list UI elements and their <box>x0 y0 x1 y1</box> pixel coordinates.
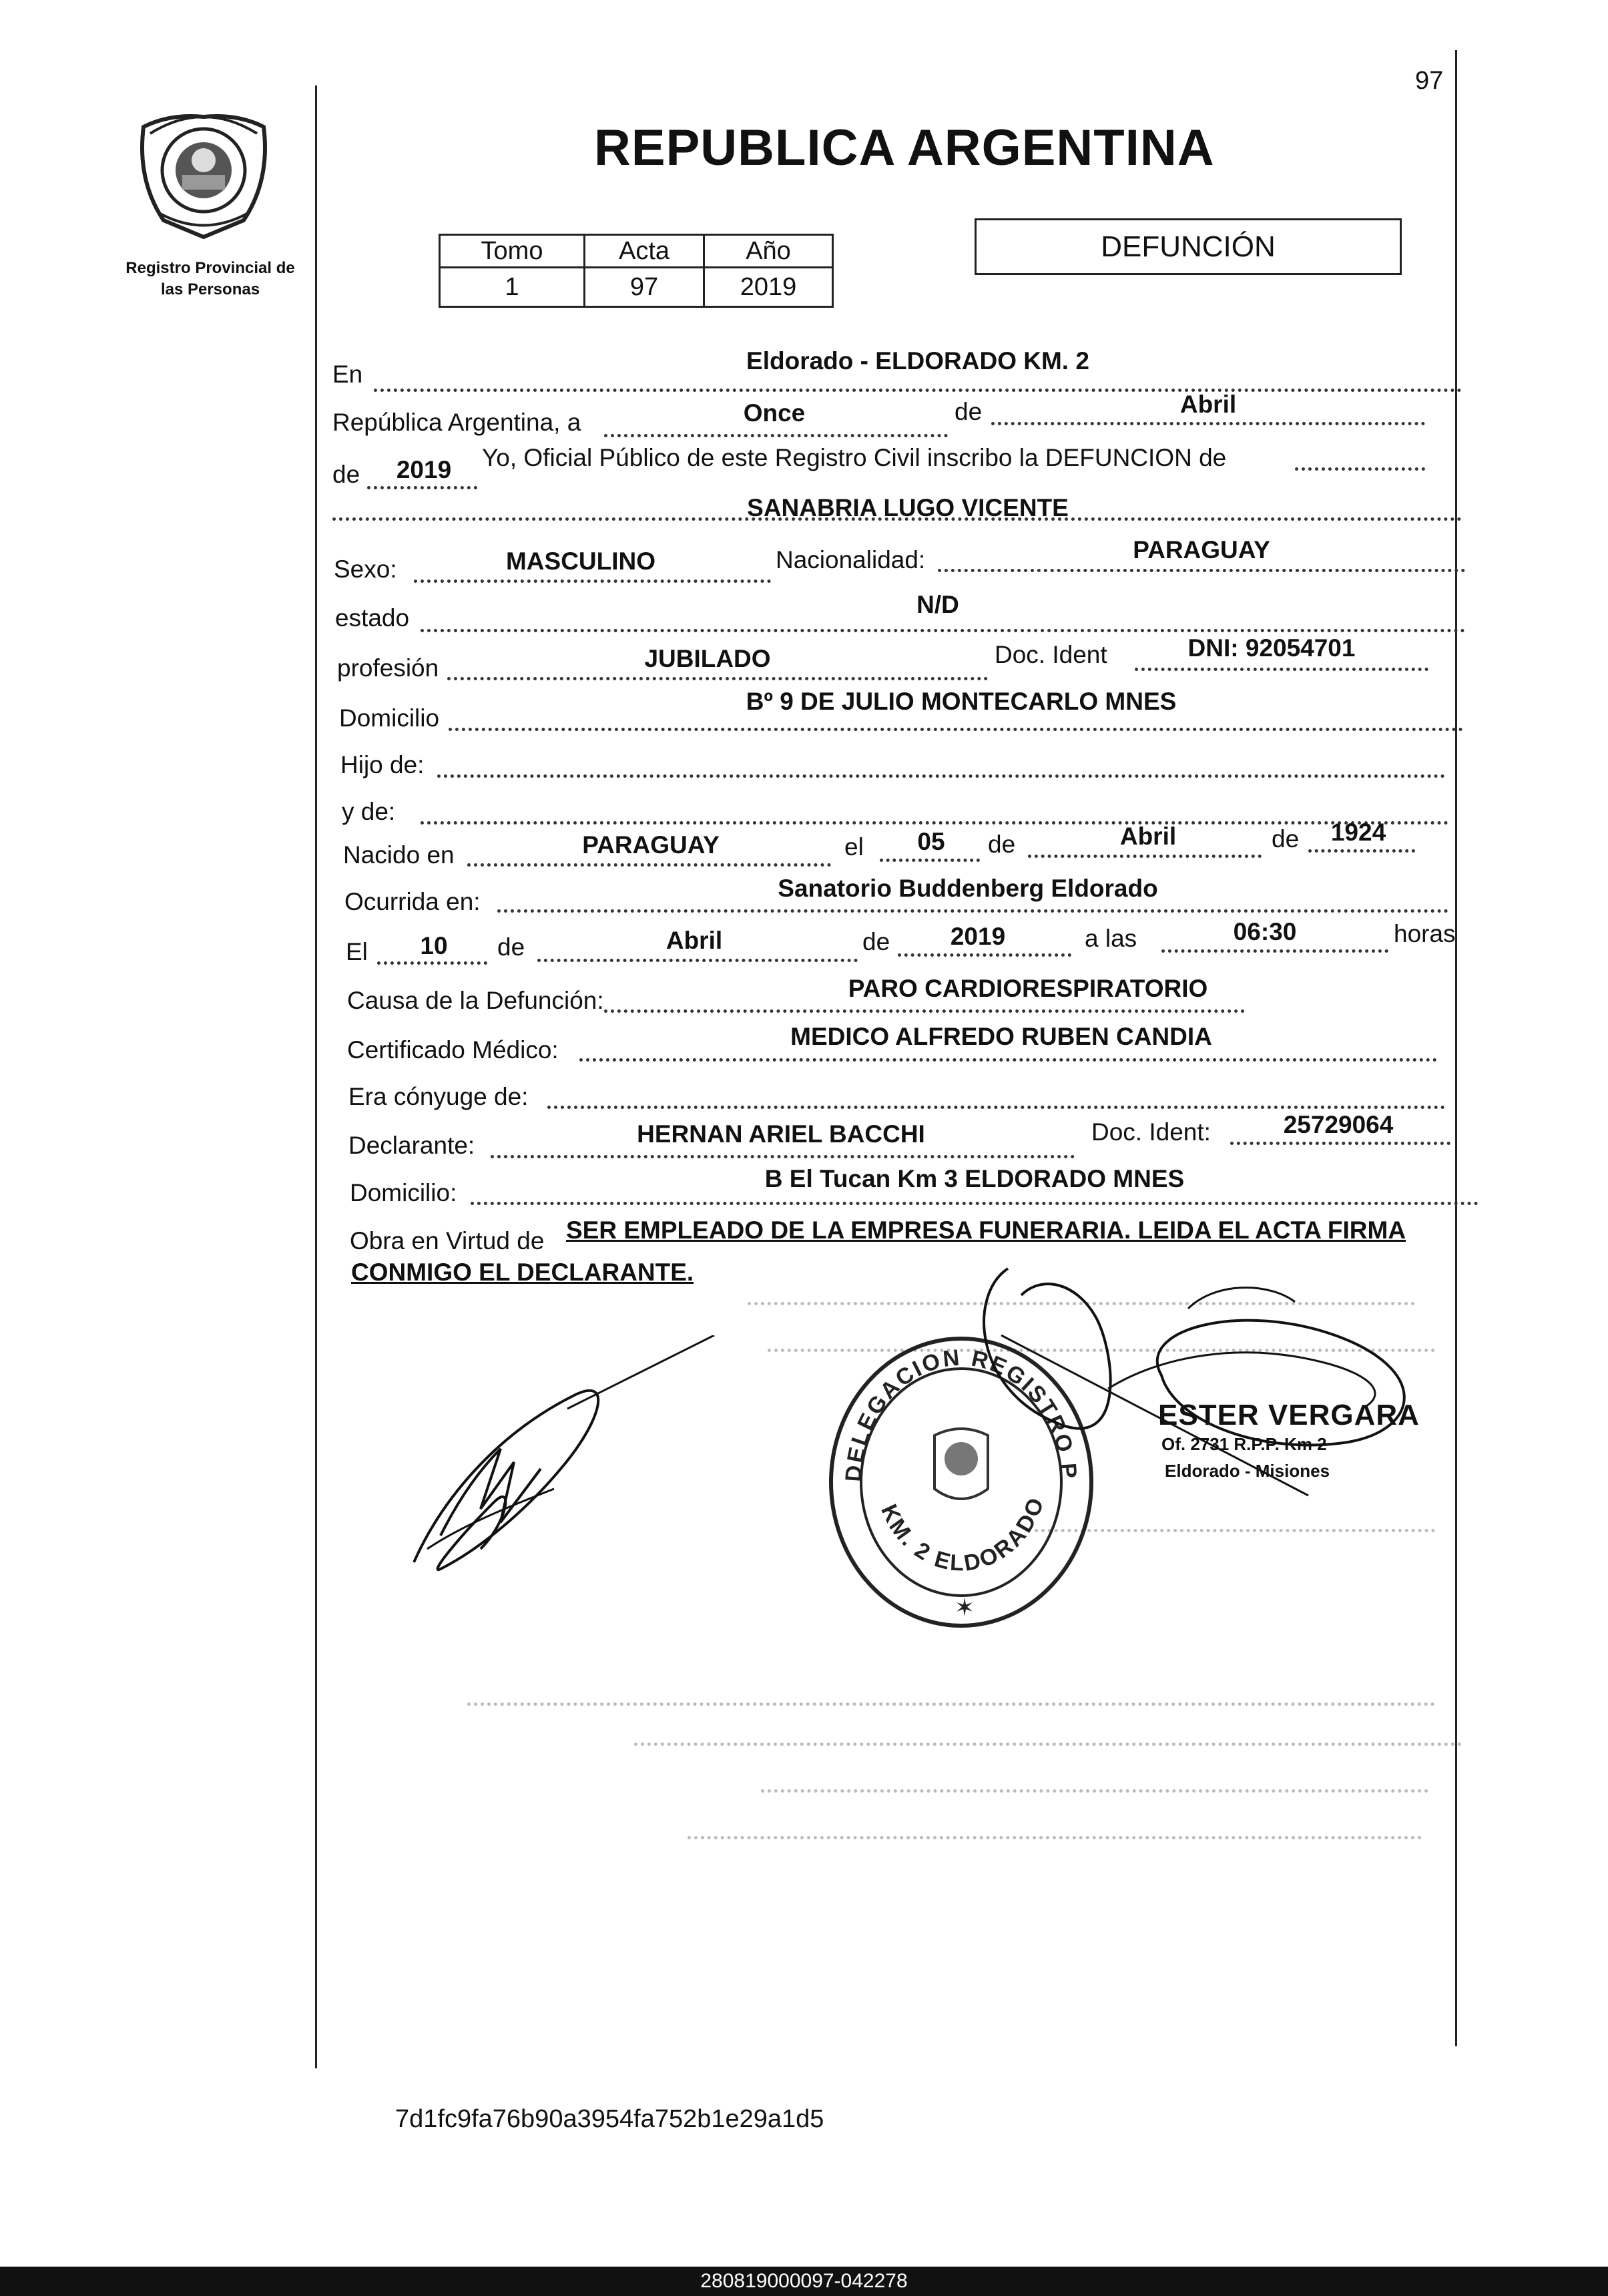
label-a-las: a las <box>1085 925 1137 952</box>
table-header-acta: Acta <box>583 234 705 268</box>
label-declarante: Declarante: <box>348 1132 475 1159</box>
value-mes: Abril <box>1179 391 1237 418</box>
line-declarante-doc <box>1230 1142 1450 1145</box>
logo-org-line-1: Registro Provincial de <box>125 259 295 277</box>
table-value-acta: 97 <box>583 266 705 308</box>
value-sexo: MASCULINO <box>505 547 656 575</box>
line-nac-dia <box>880 859 980 862</box>
line-nacido-en <box>467 863 831 867</box>
label-el: el <box>844 833 864 861</box>
label-domicilio2: Domicilio: <box>350 1179 457 1206</box>
left-margin-line <box>315 85 317 2068</box>
label-nacido-en: Nacido en <box>343 841 455 869</box>
label-yo-oficial: Yo, Oficial Público de este Registro Civil inscribo la DEFUNCION de <box>482 444 1227 471</box>
line-profesion <box>447 677 988 680</box>
label-y-de: y de: <box>342 798 396 825</box>
faint-line-6 <box>761 1789 1428 1793</box>
label-de-def-anio: de <box>862 928 890 955</box>
line-estado <box>421 629 1465 632</box>
table-value-tomo: 1 <box>439 266 585 308</box>
value-anio: 2019 <box>396 456 452 483</box>
line-nac-mes <box>1028 855 1262 858</box>
line-anio <box>367 486 477 489</box>
label-certificado: Certificado Médico: <box>347 1036 559 1064</box>
value-estado: N/D <box>916 591 959 618</box>
line-mes <box>991 422 1425 425</box>
value-obra-line-1: SER EMPLEADO DE LA EMPRESA FUNERARIA. LEIDA EL ACTA FIRMA <box>566 1216 1406 1244</box>
label-nacionalidad: Nacionalidad: <box>776 546 926 573</box>
seal-outer-text: DELEGACION REGISTRO P <box>840 1345 1082 1483</box>
document-hash: 7d1fc9fa76b90a3954fa752b1e29a1d5 <box>395 2105 824 2133</box>
value-nacionalidad: PARAGUAY <box>1133 536 1270 563</box>
table-header-tomo: Tomo <box>439 234 585 268</box>
right-margin-line <box>1455 50 1457 2046</box>
line-def-hora <box>1161 949 1388 953</box>
svg-text:✶: ✶ <box>955 1594 975 1621</box>
signature-right <box>961 1255 1455 1536</box>
line-causa <box>604 1009 1245 1013</box>
label-republica: República Argentina, a <box>332 409 581 436</box>
official-office: Of. 2731 R.P.P. Km 2 <box>1161 1434 1327 1454</box>
faint-line-5 <box>634 1743 1462 1746</box>
value-documento: DNI: 92054701 <box>1187 634 1356 662</box>
label-hijo-de: Hijo de: <box>340 751 425 778</box>
line-certificado <box>579 1058 1437 1062</box>
value-declarante-domicilio: B El Tucan Km 3 ELDORADO MNES <box>764 1165 1185 1192</box>
value-domicilio: Bº 9 DE JULIO MONTECARLO MNES <box>746 688 1177 715</box>
value-def-anio: 2019 <box>950 923 1006 950</box>
line-lugar <box>374 389 1462 392</box>
value-nacido-en: PARAGUAY <box>582 831 720 859</box>
line-y-de <box>421 821 1448 825</box>
label-de-nac-mes: de <box>988 831 1016 858</box>
value-ocurrida-en: Sanatorio Buddenberg Eldorado <box>778 875 1158 902</box>
value-certificado: MEDICO ALFREDO RUBEN CANDIA <box>790 1023 1212 1050</box>
label-conyuge: Era cónyuge de: <box>348 1083 529 1110</box>
seal-bottom-text: KM. 2 ELDORADO <box>876 1493 1050 1576</box>
value-def-dia: 10 <box>420 932 448 959</box>
line-declarante <box>491 1155 1075 1158</box>
line-declarante-domicilio <box>471 1202 1479 1205</box>
line-hijo-de <box>437 774 1445 778</box>
faint-line-4 <box>467 1702 1435 1706</box>
line-nacionalidad <box>938 569 1465 572</box>
official-location: Eldorado - Misiones <box>1165 1461 1330 1481</box>
page-title: REPUBLICA ARGENTINA <box>594 120 1215 176</box>
label-doc-ident2: Doc. Ident: <box>1091 1118 1211 1146</box>
value-nombre: SANABRIA LUGO VICENTE <box>747 494 1069 521</box>
label-obra: Obra en Virtud de <box>350 1227 545 1254</box>
faint-line-7 <box>688 1836 1422 1839</box>
record-type-box: DEFUNCIÓN <box>975 218 1402 275</box>
line-nombre-start <box>1295 467 1425 471</box>
label-profesion: profesión <box>337 654 439 682</box>
label-en: En <box>332 361 363 388</box>
label-sexo: Sexo: <box>334 555 397 583</box>
label-de2: de <box>332 461 360 488</box>
label-estado: estado <box>335 604 410 632</box>
line-ocurrida-en <box>497 909 1448 913</box>
label-el2: El <box>346 938 368 965</box>
label-horas: horas <box>1394 920 1456 947</box>
line-dia <box>604 434 948 437</box>
value-obra-line-2: CONMIGO EL DECLARANTE. <box>351 1258 694 1286</box>
value-lugar: Eldorado - ELDORADO KM. 2 <box>746 347 1089 375</box>
value-declarante-doc: 25729064 <box>1283 1111 1394 1138</box>
label-causa: Causa de la Defunción: <box>347 987 604 1014</box>
line-sexo <box>414 580 771 583</box>
value-nac-dia: 05 <box>917 828 945 855</box>
footer-bar <box>0 2267 1608 2296</box>
footer-code: 280819000097-042278 <box>700 2270 908 2292</box>
value-declarante: HERNAN ARIEL BACCHI <box>637 1120 925 1148</box>
signature-left <box>400 1335 721 1589</box>
label-ocurrida-en: Ocurrida en: <box>344 888 481 915</box>
label-domicilio: Domicilio <box>339 704 440 732</box>
label-de-nac-anio: de <box>1272 825 1300 853</box>
line-documento <box>1135 668 1428 671</box>
label-de: de <box>955 398 983 425</box>
table-header-anio: Año <box>703 234 834 268</box>
line-def-dia <box>377 961 487 965</box>
line-domicilio <box>449 728 1463 731</box>
line-def-mes <box>537 959 858 962</box>
province-emblem <box>130 100 277 244</box>
page-number: 97 <box>1415 67 1444 95</box>
value-causa: PARO CARDIORESPIRATORIO <box>848 975 1208 1002</box>
line-conyuge <box>547 1106 1445 1109</box>
value-nac-anio: 1924 <box>1330 819 1386 846</box>
label-doc-ident: Doc. Ident <box>995 641 1107 668</box>
table-value-anio: 2019 <box>703 266 834 308</box>
official-name: ESTER VERGARA <box>1158 1399 1420 1431</box>
label-de-def-mes: de <box>497 933 525 961</box>
line-nac-anio <box>1308 849 1415 853</box>
value-def-hora: 06:30 <box>1233 918 1297 945</box>
value-def-mes: Abril <box>665 927 723 954</box>
value-profesion: JUBILADO <box>644 645 771 672</box>
value-nac-mes: Abril <box>1119 823 1177 850</box>
logo-org-line-2: las Personas <box>160 280 260 298</box>
value-dia: Once <box>743 399 806 427</box>
line-def-anio <box>898 953 1071 957</box>
